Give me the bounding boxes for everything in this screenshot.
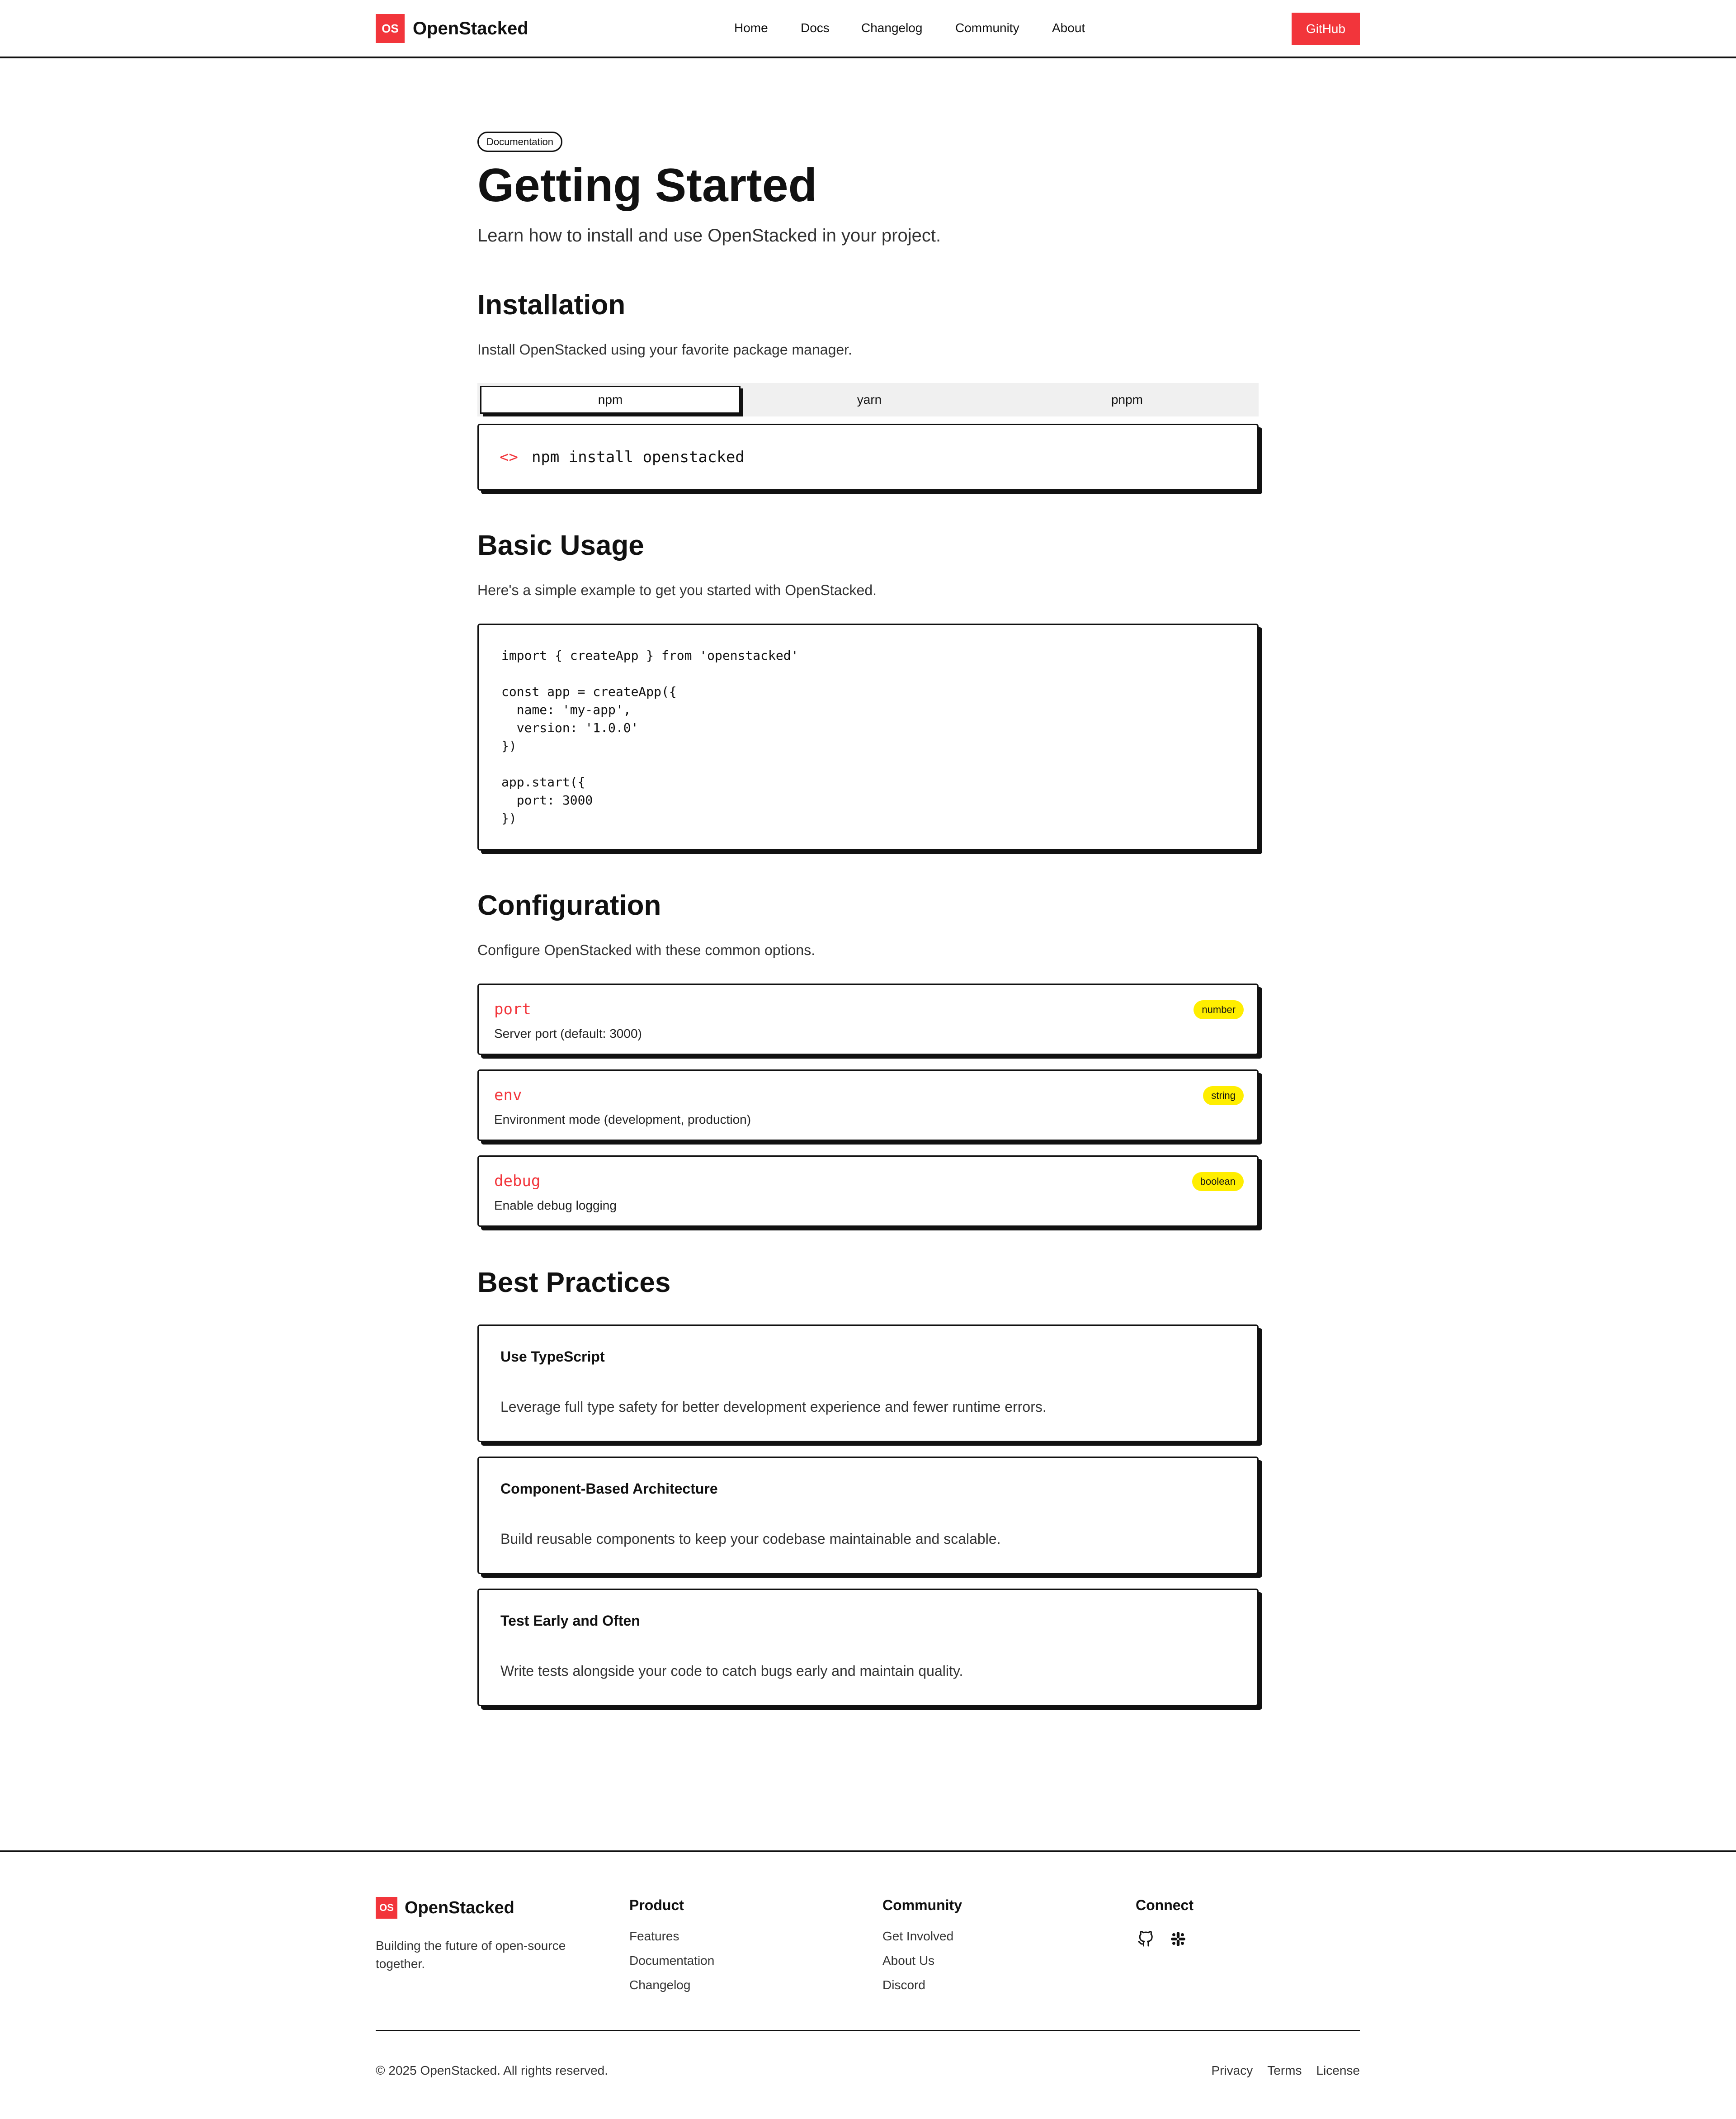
practice-desc: Write tests alongside your code to catch bugs early and maintain quality. bbox=[500, 1663, 963, 1679]
best-practices-heading: Best Practices bbox=[477, 1267, 671, 1298]
option-desc: Server port (default: 3000) bbox=[494, 1026, 642, 1041]
footer-link-privacy[interactable]: Privacy bbox=[1211, 2063, 1253, 2077]
github-button[interactable]: GitHub bbox=[1292, 13, 1360, 45]
nav-home[interactable]: Home bbox=[734, 21, 768, 35]
footer-product-column bbox=[629, 1897, 714, 2002]
page-lead: Learn how to install and use OpenStacked in your project. bbox=[477, 226, 941, 246]
install-command-card bbox=[477, 424, 1259, 491]
footer-link-features[interactable]: Features bbox=[629, 1929, 679, 1943]
practice-desc: Build reusable components to keep your codebase maintainable and scalable. bbox=[500, 1531, 1001, 1547]
config-option-port bbox=[477, 984, 1259, 1055]
footer-link-discord[interactable]: Discord bbox=[882, 1978, 925, 1992]
configuration-heading: Configuration bbox=[477, 890, 661, 921]
footer-column-title: Community bbox=[882, 1897, 962, 1913]
option-name: port bbox=[494, 1000, 531, 1018]
site-header bbox=[0, 0, 1736, 58]
tab-pnpm[interactable]: pnpm bbox=[1111, 393, 1143, 407]
code-example-card bbox=[477, 624, 1259, 851]
github-icon[interactable] bbox=[1136, 1929, 1156, 1949]
option-name: env bbox=[494, 1086, 522, 1104]
option-type-badge: string bbox=[1203, 1086, 1244, 1105]
nav-changelog[interactable]: Changelog bbox=[861, 21, 923, 35]
footer-link-terms[interactable]: Terms bbox=[1267, 2063, 1302, 2077]
install-command[interactable]: npm install openstacked bbox=[531, 448, 745, 466]
package-manager-tabs bbox=[477, 383, 1259, 416]
nav-community[interactable]: Community bbox=[955, 21, 1019, 35]
footer-divider bbox=[376, 2030, 1360, 2031]
brand-logo[interactable] bbox=[376, 14, 528, 43]
footer-column-title: Product bbox=[629, 1897, 684, 1913]
code-example[interactable]: import { createApp } from 'openstacked' const app = createApp({ name: 'my-app', version: '1.0.0' }) app.start({ port: 3000 }) bbox=[501, 648, 799, 826]
footer-link-documentation[interactable]: Documentation bbox=[629, 1953, 715, 1968]
installation-heading: Installation bbox=[477, 289, 626, 321]
config-option-env bbox=[477, 1069, 1259, 1141]
practice-title: Test Early and Often bbox=[500, 1613, 640, 1629]
option-type-badge: boolean bbox=[1192, 1172, 1244, 1191]
footer-link-get-involved[interactable]: Get Involved bbox=[882, 1929, 954, 1943]
option-type-badge: number bbox=[1194, 1000, 1244, 1019]
installation-desc: Install OpenStacked using your favorite package manager. bbox=[477, 341, 852, 358]
logo-mark: OS bbox=[376, 1897, 397, 1919]
nav-docs[interactable]: Docs bbox=[801, 21, 830, 35]
tab-npm[interactable]: npm bbox=[480, 386, 741, 414]
practice-desc: Leverage full type safety for better development experience and fewer runtime errors. bbox=[500, 1399, 1047, 1415]
nav-about[interactable]: About bbox=[1052, 21, 1085, 35]
section-badge: Documentation bbox=[477, 132, 562, 152]
brand-name: OpenStacked bbox=[405, 1898, 514, 1917]
footer-link-changelog[interactable]: Changelog bbox=[629, 1978, 691, 1992]
social-links bbox=[1136, 1929, 1194, 1949]
slack-icon[interactable] bbox=[1168, 1929, 1188, 1949]
footer-community-column bbox=[882, 1897, 962, 2002]
practice-title: Use TypeScript bbox=[500, 1348, 605, 1365]
page-title: Getting Started bbox=[477, 159, 817, 212]
footer-tagline: Building the future of open-source together. bbox=[376, 1939, 566, 1971]
site-footer bbox=[0, 1850, 1736, 2119]
practice-title: Component-Based Architecture bbox=[500, 1480, 718, 1497]
copyright: © 2025 OpenStacked. All rights reserved. bbox=[376, 2063, 609, 2077]
config-option-debug bbox=[477, 1155, 1259, 1227]
practice-card bbox=[477, 1324, 1259, 1442]
footer-logo[interactable] bbox=[376, 1897, 514, 1919]
footer-link-license[interactable]: License bbox=[1316, 2063, 1360, 2077]
option-desc: Environment mode (development, production) bbox=[494, 1112, 751, 1126]
option-name: debug bbox=[494, 1172, 541, 1190]
basic-usage-desc: Here's a simple example to get you started with OpenStacked. bbox=[477, 582, 877, 598]
footer-column-title: Connect bbox=[1136, 1897, 1194, 1913]
code-icon: <> bbox=[500, 448, 518, 466]
practice-card bbox=[477, 1589, 1259, 1706]
basic-usage-heading: Basic Usage bbox=[477, 530, 644, 561]
option-desc: Enable debug logging bbox=[494, 1198, 617, 1212]
footer-link-about-us[interactable]: About Us bbox=[882, 1953, 935, 1968]
footer-connect-column bbox=[1136, 1897, 1194, 1949]
tab-yarn[interactable]: yarn bbox=[857, 393, 882, 407]
logo-mark: OS bbox=[376, 14, 405, 43]
brand-name: OpenStacked bbox=[413, 18, 528, 38]
legal-links bbox=[1211, 2063, 1360, 2078]
practice-card bbox=[477, 1457, 1259, 1574]
configuration-desc: Configure OpenStacked with these common options. bbox=[477, 942, 816, 958]
